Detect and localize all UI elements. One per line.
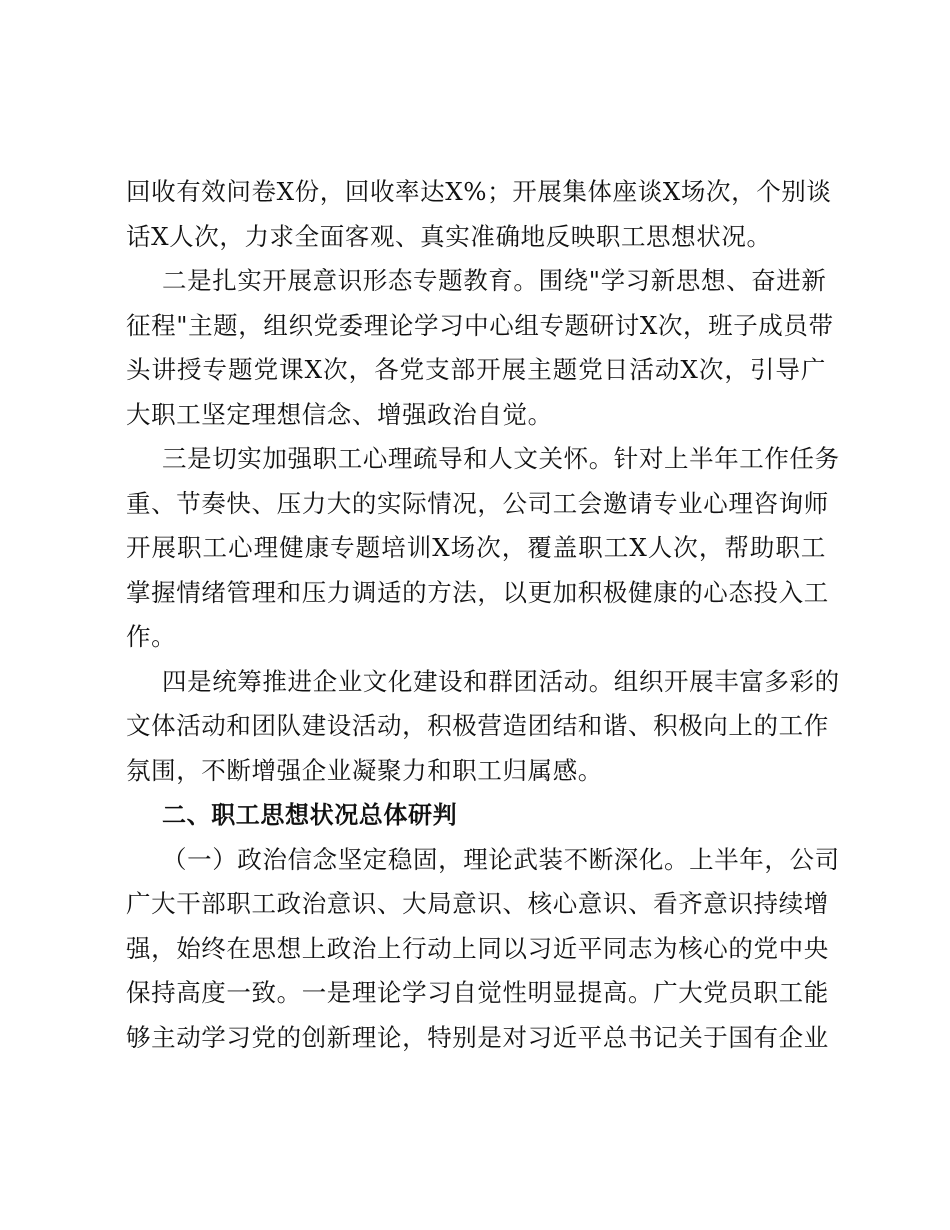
- text-line: 作。: [126, 622, 177, 651]
- paragraph-psychological-care: [126, 437, 840, 660]
- text-line: 征程"主题，组织党委理论学习中心组专题研讨X次，班子成员带: [126, 310, 834, 340]
- text-line: 大职工坚定理想信念、增强政治自觉。: [126, 399, 553, 429]
- text-line: 话X人次，力求全面客观、真实准确地反映职工思想状况。: [126, 221, 772, 251]
- text-line: 开展职工心理健康专题培训X场次，覆盖职工X人次，帮助职工: [126, 533, 826, 562]
- document-page: [126, 170, 840, 1060]
- text-line: 强，始终在思想上政治上行动上同以习近平同志为核心的党中央: [126, 933, 829, 963]
- text-line: 三是切实加强职工心理疏导和人文关怀。针对上半年工作任务: [162, 444, 840, 473]
- text-line: 回收有效问卷X份，回收率达X%；开展集体座谈X场次，个别谈: [126, 177, 832, 206]
- text-line: 文体活动和团队建设活动，积极营造团结和谐、积极向上的工作: [126, 711, 829, 740]
- text-line: 重、节奏快、压力大的实际情况，公司工会邀请专业心理咨询师: [126, 488, 829, 518]
- text-line: 掌握情绪管理和压力调适的方法，以更加积极健康的心态投入工: [126, 577, 829, 607]
- text-line: 二是扎实开展意识形态专题教育。围绕"学习新思想、奋进新: [162, 266, 827, 295]
- text-line: 氛围，不断增强企业凝聚力和职工归属感。: [126, 755, 603, 785]
- section-heading: 二、职工思想状况总体研判: [162, 801, 458, 829]
- text-line: 保持高度一致。一是理论学习自觉性明显提高。广大党员职工能: [126, 978, 829, 1007]
- text-line: 广大干部职工政治意识、大局意识、核心意识、看齐意识持续增: [126, 889, 829, 918]
- paragraph-corporate-culture: [126, 660, 840, 794]
- paragraph-survey-summary: [126, 170, 832, 259]
- text-line: 四是统筹推进企业文化建设和群团活动。组织开展丰富多彩的: [162, 666, 840, 696]
- text-line: 头讲授专题党课X次，各党支部开展主题党日活动X次，引导广: [126, 355, 826, 384]
- paragraph-political-belief: [126, 838, 840, 1061]
- paragraph-ideology-education: [126, 259, 834, 437]
- text-line: （一）政治信念坚定稳固，理论武装不断深化。上半年，公司: [162, 844, 840, 874]
- text-line: 够主动学习党的创新理论，特别是对习近平总书记关于国有企业: [126, 1022, 829, 1052]
